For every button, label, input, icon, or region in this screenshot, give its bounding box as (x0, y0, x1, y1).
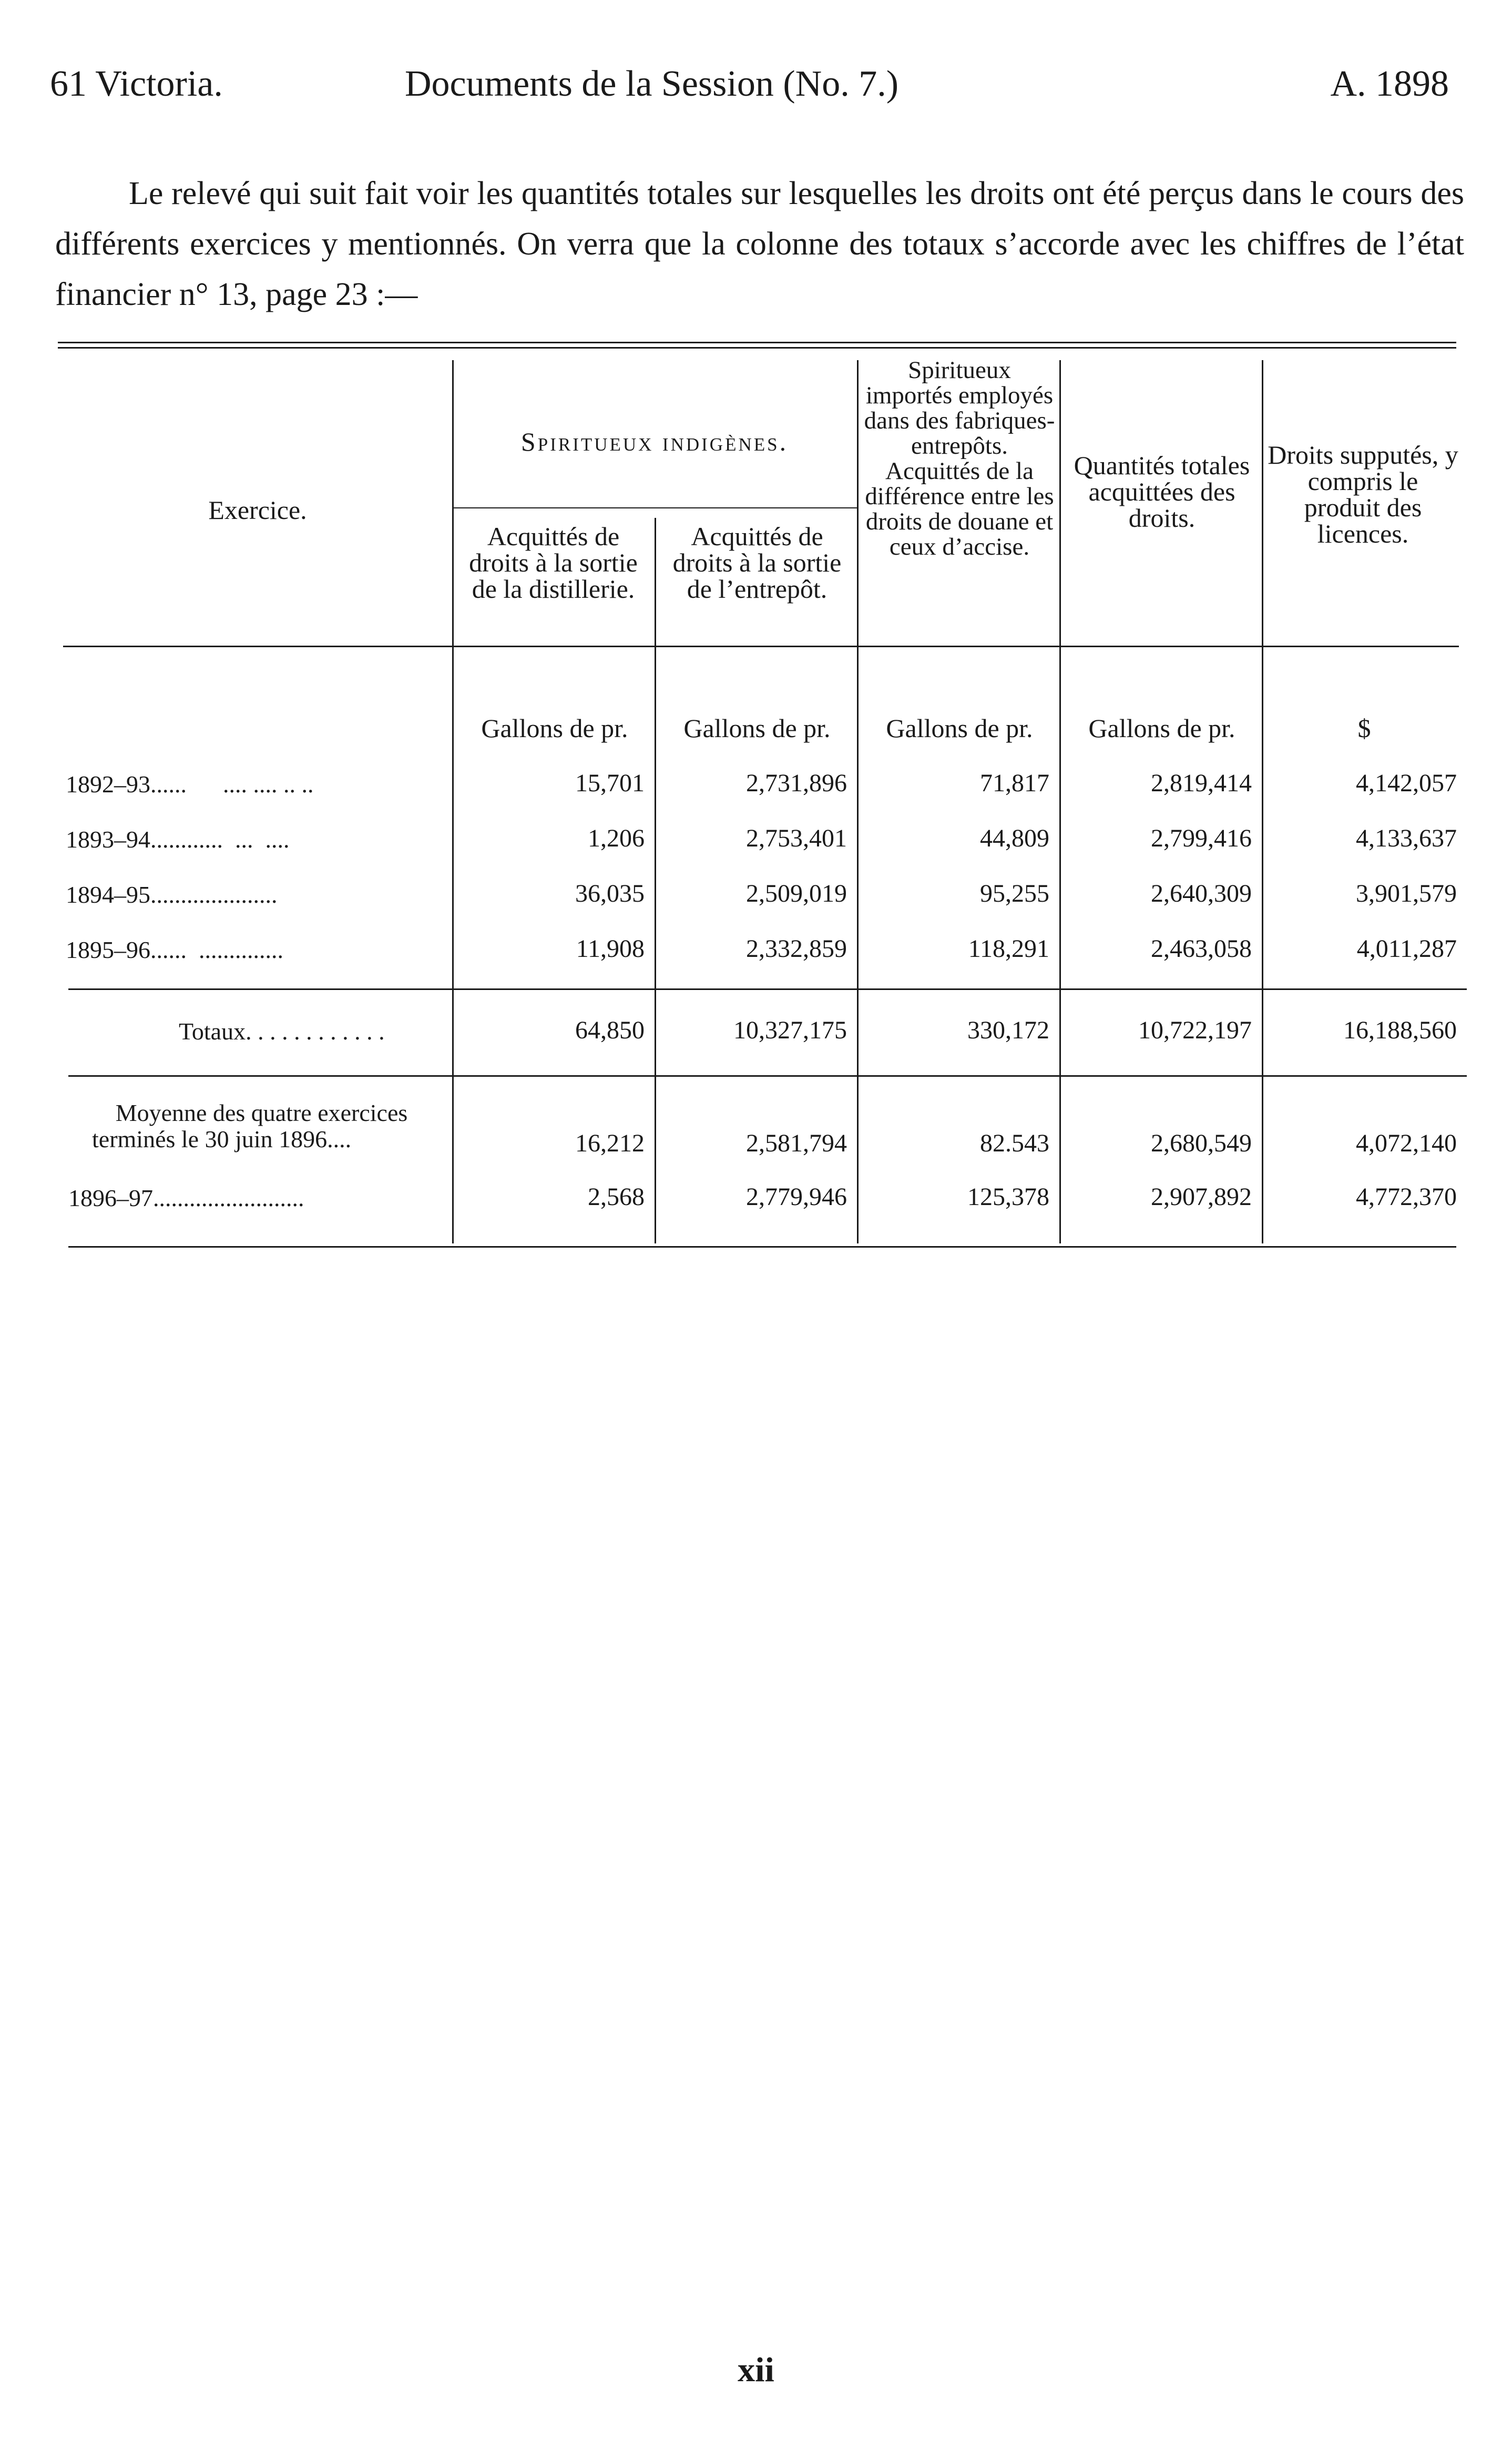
cell-col1: 64,850 (575, 1016, 645, 1044)
table-bottom-rule (68, 1246, 1456, 1248)
cell-col2: 2,332,859 (746, 935, 847, 963)
header-col4: Quantités totales acquittées des droits. (1074, 451, 1250, 533)
cell-col5: 4,133,637 (1356, 824, 1457, 852)
header-col1: Acquittés de droits à la sortie de la distillerie. (469, 522, 638, 604)
totals-label: Totaux. . . . . . . . . . . . (179, 1018, 385, 1045)
cell-col4: 2,819,414 (1151, 769, 1252, 797)
cell-col4: 2,680,549 (1151, 1129, 1252, 1157)
cell-col4: 2,907,892 (1151, 1183, 1252, 1211)
cell-col1: 1,206 (588, 824, 645, 852)
unit-col3: Gallons de pr. (886, 713, 1033, 743)
row-label: 1892–93...... .... .... .. .. (66, 771, 314, 798)
cell-col3: 330,172 (967, 1016, 1049, 1044)
group-underline (452, 507, 857, 508)
cell-col4: 2,640,309 (1151, 880, 1252, 907)
unit-col4: Gallons de pr. (1088, 713, 1235, 743)
col-divider-5 (1262, 360, 1263, 1243)
cell-col3: 118,291 (968, 935, 1049, 963)
totals-top-rule (68, 988, 1467, 990)
header-center: Documents de la Session (No. 7.) (405, 64, 899, 104)
cell-col5: 4,011,287 (1356, 935, 1457, 963)
cell-col1: 36,035 (575, 880, 645, 907)
row-label: 1894–95..................... (66, 881, 278, 908)
col-divider-2 (655, 518, 656, 1243)
col-divider-4 (1059, 360, 1061, 1243)
row-label: 1896–97......................... (68, 1185, 304, 1211)
header-exercice: Exercice. (208, 495, 307, 525)
cell-col4: 10,722,197 (1138, 1016, 1252, 1044)
row-label: 1895–96...... .............. (66, 936, 283, 963)
header-bottom-rule (63, 646, 1459, 647)
cell-col3: 44,809 (980, 824, 1049, 852)
cell-col5: 16,188,560 (1343, 1016, 1457, 1044)
cell-col1: 16,212 (575, 1129, 645, 1157)
cell-col3: 71,817 (980, 769, 1049, 797)
cell-col4: 2,463,058 (1151, 935, 1252, 963)
cell-col1: 11,908 (576, 935, 645, 963)
cell-col2: 2,779,946 (746, 1183, 847, 1211)
cell-col2: 2,509,019 (746, 880, 847, 907)
unit-col2: Gallons de pr. (683, 713, 831, 743)
cell-col1: 2,568 (588, 1183, 645, 1211)
header-group-indigenes: Spiritueux indigènes. (520, 427, 789, 456)
cell-col2: 10,327,175 (733, 1016, 847, 1044)
average-label-line2: terminés le 30 juin 1896.... (92, 1126, 352, 1152)
unit-col1: Gallons de pr. (481, 713, 628, 743)
page-number: xii (738, 2351, 774, 2389)
row-label: 1893–94............ ... .... (66, 826, 290, 853)
header-right: A. 1898 (1330, 64, 1449, 104)
header-left: 61 Victoria. (50, 64, 223, 104)
cell-col2: 2,731,896 (746, 769, 847, 797)
cell-col3: 95,255 (980, 880, 1049, 907)
cell-col3: 125,378 (967, 1183, 1049, 1211)
table-top-rule (58, 342, 1456, 343)
header-col5: Droits supputés, y compris le produit des licences. (1268, 440, 1458, 548)
unit-col5: $ (1357, 713, 1371, 743)
cell-col3: 82.543 (980, 1129, 1049, 1157)
cell-col5: 3,901,579 (1356, 880, 1457, 907)
table-top-rule-2 (58, 347, 1456, 349)
cell-col2: 2,581,794 (746, 1129, 847, 1157)
header-col3: Spiritueux importés employés dans des fabriques-entrepôts. Acquittés de la différence entre les droits de douane et ceux d’accise. (864, 356, 1055, 560)
cell-col5: 4,072,140 (1356, 1129, 1457, 1157)
intro-paragraph: Le relevé qui suit fait voir les quantités totales sur lesquelles les droits ont été perçus dans le cours des différents exercices y mentionnés. On verra que la colonne des totaux s’accorde avec les chiffres de l’état financier n° 13, page 23 :— (55, 176, 1464, 312)
totals-bottom-rule (68, 1075, 1467, 1077)
cell-col5: 4,772,370 (1356, 1183, 1457, 1211)
header-col2: Acquittés de droits à la sortie de l’entrepôt. (672, 522, 842, 604)
col-divider-3 (857, 360, 859, 1243)
cell-col5: 4,142,057 (1356, 769, 1457, 797)
cell-col4: 2,799,416 (1151, 824, 1252, 852)
average-label-line1: Moyenne des quatre exercices (115, 1099, 408, 1126)
cell-col2: 2,753,401 (746, 824, 847, 852)
cell-col1: 15,701 (575, 769, 645, 797)
